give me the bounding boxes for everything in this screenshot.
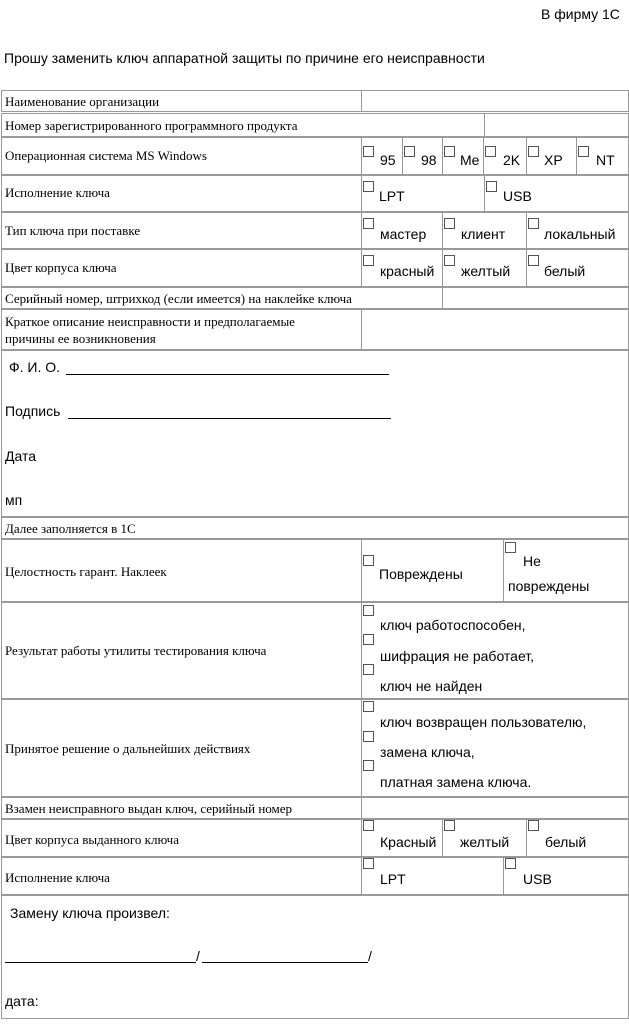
checkbox[interactable] <box>528 218 539 229</box>
description-label-cell <box>1 309 362 350</box>
color-option-label: желтый <box>461 263 511 279</box>
delivery-local[interactable] <box>526 212 629 249</box>
issued-color-option-label: белый <box>545 834 587 850</box>
issued-serial-input[interactable] <box>361 797 629 819</box>
issued-color-white[interactable] <box>526 819 629 857</box>
checkbox[interactable] <box>505 858 516 869</box>
issued-type-option-label: LPT <box>380 871 406 887</box>
checkbox[interactable] <box>444 218 455 229</box>
test-options-cell <box>361 602 629 699</box>
checkbox[interactable] <box>444 820 455 831</box>
sign-line[interactable] <box>68 418 391 419</box>
checkbox[interactable] <box>444 255 455 266</box>
checkbox[interactable] <box>363 555 374 566</box>
decision-option-label: замена ключа, <box>380 744 475 760</box>
os-option-me[interactable] <box>442 137 484 175</box>
fio-label: Ф. И. О. <box>9 359 61 375</box>
checkbox[interactable] <box>485 146 496 157</box>
delivery-label-cell <box>1 212 362 249</box>
serial-label-cell <box>1 287 443 309</box>
decision-option-label: ключ возвращен пользователю, <box>380 714 587 730</box>
checkbox[interactable] <box>363 605 374 616</box>
os-option-label: NT <box>596 152 615 168</box>
decision-label: Принятое решение о дальнейших действиях <box>5 741 251 756</box>
os-label: Операционная система MS Windows <box>5 148 207 163</box>
checkbox[interactable] <box>578 146 589 157</box>
color-label-cell <box>1 249 362 287</box>
checkbox[interactable] <box>363 701 374 712</box>
color-white[interactable] <box>526 249 629 287</box>
checkbox[interactable] <box>363 181 374 192</box>
checkbox[interactable] <box>363 146 374 157</box>
key-type-lpt[interactable] <box>361 175 485 212</box>
checkbox[interactable] <box>404 146 415 157</box>
checkbox[interactable] <box>363 760 374 771</box>
date-label: Дата <box>5 448 37 464</box>
checkbox[interactable] <box>363 218 374 229</box>
stickers-not-damaged[interactable] <box>503 539 629 602</box>
slash-separator: / <box>196 948 200 964</box>
issued-type-usb[interactable] <box>503 857 629 895</box>
issued-color-label: Цвет корпуса выданного ключа <box>5 832 179 847</box>
replacement-block <box>1 895 629 1019</box>
test-label: Результат работы утилиты тестирования ключа <box>5 643 267 658</box>
checkbox[interactable] <box>363 731 374 742</box>
delivery-option-label: мастер <box>380 226 427 242</box>
reg-number-label-cell <box>1 113 485 137</box>
key-type-option-label: LPT <box>379 188 405 204</box>
test-option-label: ключ работоспособен, <box>380 617 526 633</box>
delivery-option-label: клиент <box>461 226 506 242</box>
issued-color-option-label: желтый <box>460 834 510 850</box>
os-option-xp[interactable] <box>526 137 577 175</box>
checkbox[interactable] <box>505 542 516 553</box>
test-label-cell <box>1 602 362 699</box>
decision-label-cell <box>1 699 362 797</box>
description-label-line2: причины ее возникновения <box>5 331 156 346</box>
signature-block <box>1 350 629 517</box>
stickers-option-label-line2: повреждены <box>508 578 590 594</box>
key-type-label-cell <box>1 175 362 212</box>
os-option-2k[interactable] <box>483 137 527 175</box>
checkbox[interactable] <box>363 664 374 675</box>
stickers-label: Целостность гарант. Наклеек <box>5 564 167 579</box>
stickers-damaged[interactable] <box>361 539 504 602</box>
issued-label: Взамен неисправного выдан ключ, серийный номер <box>5 801 293 816</box>
os-option-label: XP <box>544 152 563 168</box>
replaced-by-label: Замену ключа произвел: <box>10 905 170 921</box>
reg-number-input[interactable] <box>484 113 629 137</box>
description-label-line1: Краткое описание неисправности и предполагаемые <box>5 314 295 329</box>
os-option-label: 2K <box>503 152 521 168</box>
description-input[interactable] <box>361 309 629 350</box>
replacement-date-label: дата: <box>5 993 39 1009</box>
checkbox[interactable] <box>528 820 539 831</box>
recipient-text: В фирму 1С <box>541 6 620 22</box>
org-label: Наименование организации <box>5 94 160 109</box>
checkbox[interactable] <box>363 634 374 645</box>
checkbox[interactable] <box>528 255 539 266</box>
decision-option-label: платная замена ключа. <box>380 774 532 790</box>
replacer-sign-line[interactable] <box>202 962 368 963</box>
org-label-cell <box>1 90 362 112</box>
os-option-label: 98 <box>421 152 437 168</box>
test-option-label: шифрация не работает, <box>380 648 535 664</box>
key-type-usb[interactable] <box>484 175 629 212</box>
key-type-label: Исполнение ключа <box>5 185 110 200</box>
delivery-option-label: локальный <box>544 226 616 242</box>
org-input[interactable] <box>361 90 629 112</box>
stickers-option-label-line1: Не <box>523 553 541 569</box>
fio-line[interactable] <box>66 374 389 375</box>
slash-separator-end: / <box>368 948 372 964</box>
checkbox[interactable] <box>486 181 497 192</box>
issued-type-label: Исполнение ключа <box>5 870 110 885</box>
issued-type-option-label: USB <box>523 871 552 887</box>
os-option-label: 95 <box>380 152 396 168</box>
issued-color-label-cell <box>1 819 362 857</box>
delivery-client[interactable] <box>442 212 527 249</box>
delivery-label: Тип ключа при поставке <box>5 223 141 238</box>
color-label: Цвет корпуса ключа <box>5 260 117 275</box>
color-option-label: белый <box>544 263 586 279</box>
color-yellow[interactable] <box>442 249 527 287</box>
os-option-95[interactable] <box>361 137 403 175</box>
office-heading: Далее заполняется в 1С <box>5 521 136 536</box>
issued-color-option-label: Красный <box>380 834 437 850</box>
os-option-98[interactable] <box>402 137 443 175</box>
request-text: Прошу заменить ключ аппаратной защиты по причине его неисправности <box>4 50 485 66</box>
replacer-name-line[interactable] <box>5 962 196 963</box>
color-red[interactable] <box>361 249 443 287</box>
issued-type-lpt[interactable] <box>361 857 504 895</box>
decision-options-cell <box>361 699 629 797</box>
checkbox[interactable] <box>528 146 539 157</box>
serial-label: Серийный номер, штрихкод (если имеется) на наклейке ключа <box>5 291 352 306</box>
delivery-master[interactable] <box>361 212 443 249</box>
checkbox[interactable] <box>363 858 374 869</box>
test-option-label: ключ не найден <box>380 678 483 694</box>
os-label-cell <box>1 137 362 175</box>
checkbox[interactable] <box>363 820 374 831</box>
office-heading-cell <box>1 517 629 539</box>
checkbox[interactable] <box>363 255 374 266</box>
checkbox[interactable] <box>444 146 455 157</box>
os-option-nt[interactable] <box>576 137 629 175</box>
stickers-label-cell <box>1 539 362 602</box>
sign-label: Подпись <box>5 403 61 419</box>
serial-input[interactable] <box>442 287 629 309</box>
stamp-label: мп <box>5 492 23 508</box>
issued-color-yellow[interactable] <box>442 819 527 857</box>
issued-type-label-cell <box>1 857 362 895</box>
os-option-label: Me <box>460 152 480 168</box>
stickers-option-label: Повреждены <box>379 566 463 582</box>
issued-label-cell <box>1 797 362 819</box>
key-type-option-label: USB <box>503 188 532 204</box>
issued-color-red[interactable] <box>361 819 443 857</box>
reg-number-label: Номер зарегистрированного программного продукта <box>5 118 298 133</box>
color-option-label: красный <box>380 263 435 279</box>
